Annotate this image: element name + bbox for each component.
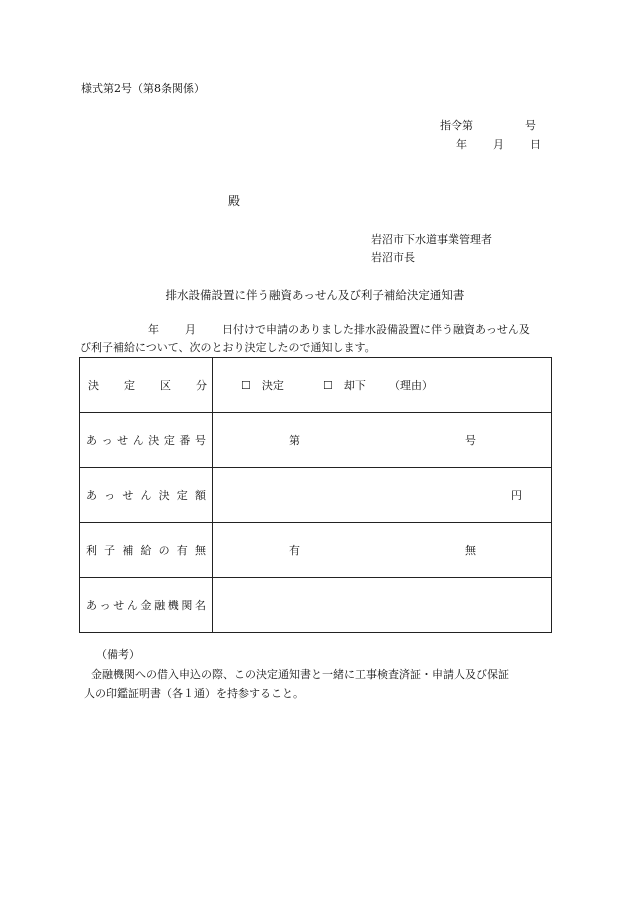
label-char: せ bbox=[113, 599, 125, 612]
value-cell bbox=[213, 468, 552, 523]
label-char: 利 bbox=[86, 544, 97, 557]
reject-checkbox[interactable]: ☐ 却下 bbox=[323, 379, 366, 392]
table-row bbox=[80, 413, 552, 468]
label-char: 定 bbox=[176, 489, 188, 502]
remarks-line-2: 人の印鑑証明書（各１通）を持参すること。 bbox=[84, 687, 304, 700]
label-char: 定 bbox=[163, 434, 175, 447]
body-line-1 bbox=[80, 321, 552, 339]
body-line-2: び利子補給について、次のとおり決定したので通知します。 bbox=[80, 341, 376, 354]
row-label bbox=[80, 487, 212, 503]
body-paragraph bbox=[80, 321, 552, 357]
label-char: 子 bbox=[104, 544, 116, 557]
label-cell bbox=[80, 578, 213, 633]
label-char: 給 bbox=[140, 544, 152, 557]
row-label bbox=[80, 432, 212, 448]
subsidy-no: 無 bbox=[465, 544, 476, 557]
label-char: 関 bbox=[181, 599, 193, 612]
order-prefix: 指令第 bbox=[440, 119, 473, 132]
label-cell bbox=[80, 413, 213, 468]
decision-table bbox=[79, 357, 552, 633]
date-month: 月 bbox=[493, 138, 504, 151]
body-line-1-text: 日付けで申請のありました排水設備設置に伴う融資あっせん及 bbox=[222, 323, 530, 336]
body-month: 月 bbox=[185, 323, 196, 336]
table-row bbox=[80, 578, 552, 633]
label-char: 決 bbox=[148, 434, 160, 447]
form-number: 様式第2号（第8条関係） bbox=[81, 82, 205, 95]
label-char: 名 bbox=[195, 599, 206, 612]
label-char: っ bbox=[104, 489, 116, 502]
label-char: あ bbox=[86, 599, 97, 612]
remarks-body bbox=[80, 665, 552, 703]
label-char: 融 bbox=[154, 599, 166, 612]
label-char: 機 bbox=[167, 599, 179, 612]
label-char: せ bbox=[117, 434, 129, 447]
label-cell bbox=[80, 523, 213, 578]
label-char: の bbox=[158, 544, 170, 557]
label-char: 無 bbox=[194, 544, 206, 557]
label-char: 決 bbox=[88, 379, 99, 392]
subsidy-yes: 有 bbox=[289, 544, 300, 557]
label-char: あ bbox=[86, 489, 97, 502]
value-cell bbox=[213, 578, 552, 633]
label-char: 額 bbox=[194, 489, 206, 502]
date-year: 年 bbox=[456, 138, 467, 151]
date-day: 日 bbox=[530, 138, 541, 151]
order-number bbox=[440, 117, 536, 133]
reason-label: （理由） bbox=[389, 379, 433, 392]
issuer-block bbox=[371, 231, 492, 267]
value-cell bbox=[213, 413, 552, 468]
approve-checkbox[interactable]: ☐ 決定 bbox=[241, 379, 284, 392]
number-suffix: 号 bbox=[465, 434, 476, 447]
label-char: ん bbox=[126, 599, 138, 612]
label-cell bbox=[80, 358, 213, 413]
issue-date bbox=[456, 136, 541, 152]
table-row bbox=[80, 523, 552, 578]
row-label bbox=[80, 597, 212, 613]
value-cell bbox=[213, 523, 552, 578]
remarks-line-1: 金融機関への借入申込の際、この決定通知書と一緒に工事検査済証・申請人及び保証 bbox=[91, 668, 509, 681]
label-char: 分 bbox=[196, 379, 207, 392]
label-char: 金 bbox=[140, 599, 152, 612]
label-char: 有 bbox=[176, 544, 188, 557]
label-char: っ bbox=[99, 599, 111, 612]
addressee-honorific: 殿 bbox=[228, 194, 241, 208]
document-title: 排水設備設置に伴う融資あっせん及び利子補給決定通知書 bbox=[165, 288, 465, 302]
body-year: 年 bbox=[148, 323, 159, 336]
row-label bbox=[80, 377, 212, 393]
number-prefix: 第 bbox=[289, 434, 300, 447]
label-char: ん bbox=[140, 489, 152, 502]
row-label bbox=[80, 542, 212, 558]
value-cell bbox=[213, 358, 552, 413]
issuer-line-2: 岩沼市長 bbox=[371, 251, 415, 264]
amount-unit: 円 bbox=[511, 489, 522, 502]
label-char: ん bbox=[132, 434, 144, 447]
issuer-line-1: 岩沼市下水道事業管理者 bbox=[371, 233, 492, 246]
label-char: 決 bbox=[158, 489, 170, 502]
label-char: せ bbox=[122, 489, 134, 502]
label-char: っ bbox=[101, 434, 113, 447]
label-char: 番 bbox=[179, 434, 191, 447]
order-suffix: 号 bbox=[525, 119, 536, 132]
label-char: 補 bbox=[122, 544, 134, 557]
label-char: 定 bbox=[124, 379, 135, 392]
table-row bbox=[80, 358, 552, 413]
label-char: 区 bbox=[160, 379, 171, 392]
label-char: あ bbox=[86, 434, 97, 447]
table-row bbox=[80, 468, 552, 523]
label-cell bbox=[80, 468, 213, 523]
label-char: 号 bbox=[194, 434, 206, 447]
remarks-heading: （備考） bbox=[96, 648, 140, 661]
